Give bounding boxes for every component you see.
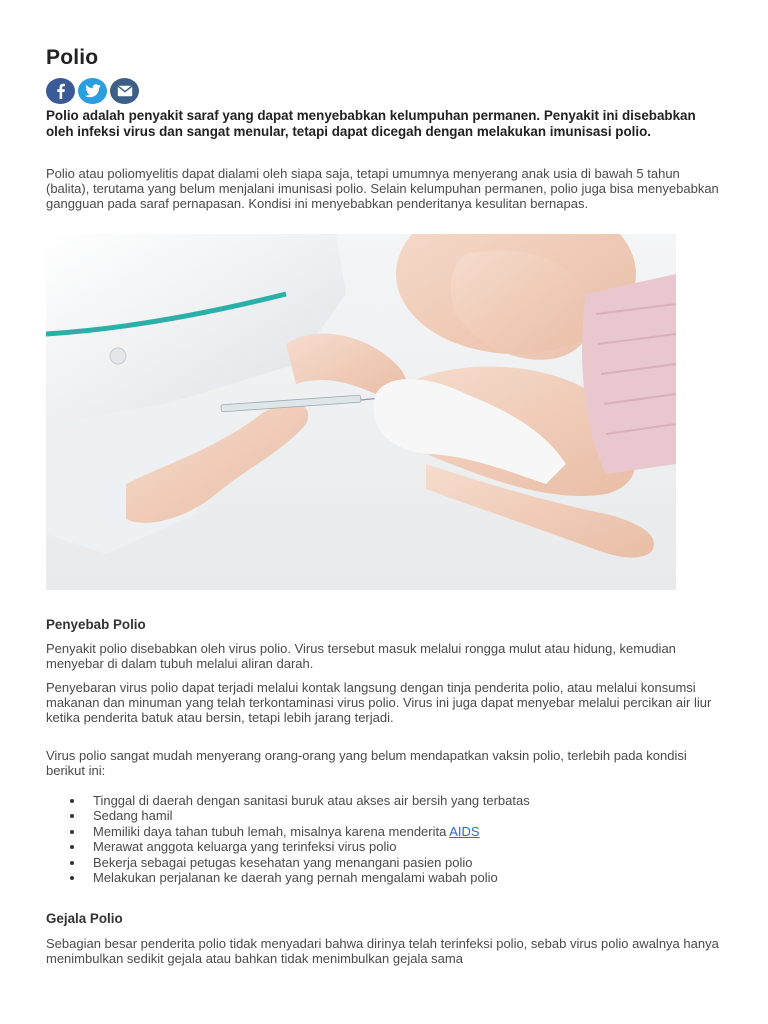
vaccination-photo: [46, 234, 676, 590]
email-share-button[interactable]: [110, 78, 139, 104]
bullet: [70, 861, 74, 865]
list-item: Melakukan perjalanan ke daerah yang pernah mengalami wabah polio: [46, 870, 726, 885]
lead-paragraph: Polio adalah penyakit saraf yang dapat menyebabkan kelumpuhan permanen. Penyakit ini disebabkan oleh infeksi virus dan sangat menular, tetapi dapat dicegah dengan melakukan imunisasi polio.: [46, 108, 696, 139]
penyebab-paragraph-1: Penyakit polio disebabkan oleh virus polio. Virus tersebut masuk melalui rongga mulut atau hidung, kemudian menyebar di dalam tubuh melalui aliran darah.: [46, 641, 676, 671]
list-item: Merawat anggota keluarga yang terinfeksi virus polio: [46, 839, 726, 854]
list-item: Memiliki daya tahan tubuh lemah, misalnya karena menderita AIDS: [46, 824, 726, 839]
page-title: Polio: [46, 46, 99, 69]
bullet: [70, 876, 74, 880]
share-bar: [46, 78, 139, 104]
risk-factor-list: [46, 793, 726, 885]
list-item: Sedang hamil: [46, 808, 726, 823]
twitter-icon: [85, 84, 101, 98]
list-item: Tinggal di daerah dengan sanitasi buruk atau akses air bersih yang terbatas: [46, 793, 726, 808]
list-item: Bekerja sebagai petugas kesehatan yang menangani pasien polio: [46, 855, 726, 870]
bullet: [70, 799, 74, 803]
facebook-icon: [54, 83, 68, 99]
bullet: [70, 814, 74, 818]
gejala-paragraph-1: Sebagian besar penderita polio tidak menyadari bahwa dirinya telah terinfeksi polio, sebab virus polio awalnya hanya menimbulkan sedikit gejala atau bahkan tidak menimbulkan gejala sama: [46, 936, 719, 966]
section-heading-penyebab: Penyebab Polio: [46, 617, 146, 632]
intro-paragraph: Polio atau poliomyelitis dapat dialami oleh siapa saja, tetapi umumnya menyerang anak usia di bawah 5 tahun (balita), terutama yang belum menjalani imunisasi polio. Selain kelumpuhan permanen, polio juga bisa menyebabkan gangguan pada saraf pernapasan. Kondisi ini menyebabkan penderitanya kesulitan bernapas.: [46, 166, 719, 211]
penyebab-paragraph-3: Virus polio sangat mudah menyerang orang-orang yang belum mendapatkan vaksin polio, terlebih pada kondisi berikut ini:: [46, 748, 687, 778]
bullet: [70, 845, 74, 849]
bullet: [70, 830, 74, 834]
section-heading-gejala: Gejala Polio: [46, 911, 123, 926]
penyebab-paragraph-2: Penyebaran virus polio dapat terjadi melalui kontak langsung dengan tinja penderita polio, atau melalui konsumsi makanan dan minuman yang telah terkontaminasi virus polio. Virus ini juga dapat menyebar melalui percikan air liur ketika penderita batuk atau bersin, tetapi lebih jarang terjadi.: [46, 680, 712, 725]
twitter-share-button[interactable]: [78, 78, 107, 104]
facebook-share-button[interactable]: [46, 78, 75, 104]
email-icon: [117, 85, 133, 97]
aids-link[interactable]: AIDS: [449, 823, 480, 839]
